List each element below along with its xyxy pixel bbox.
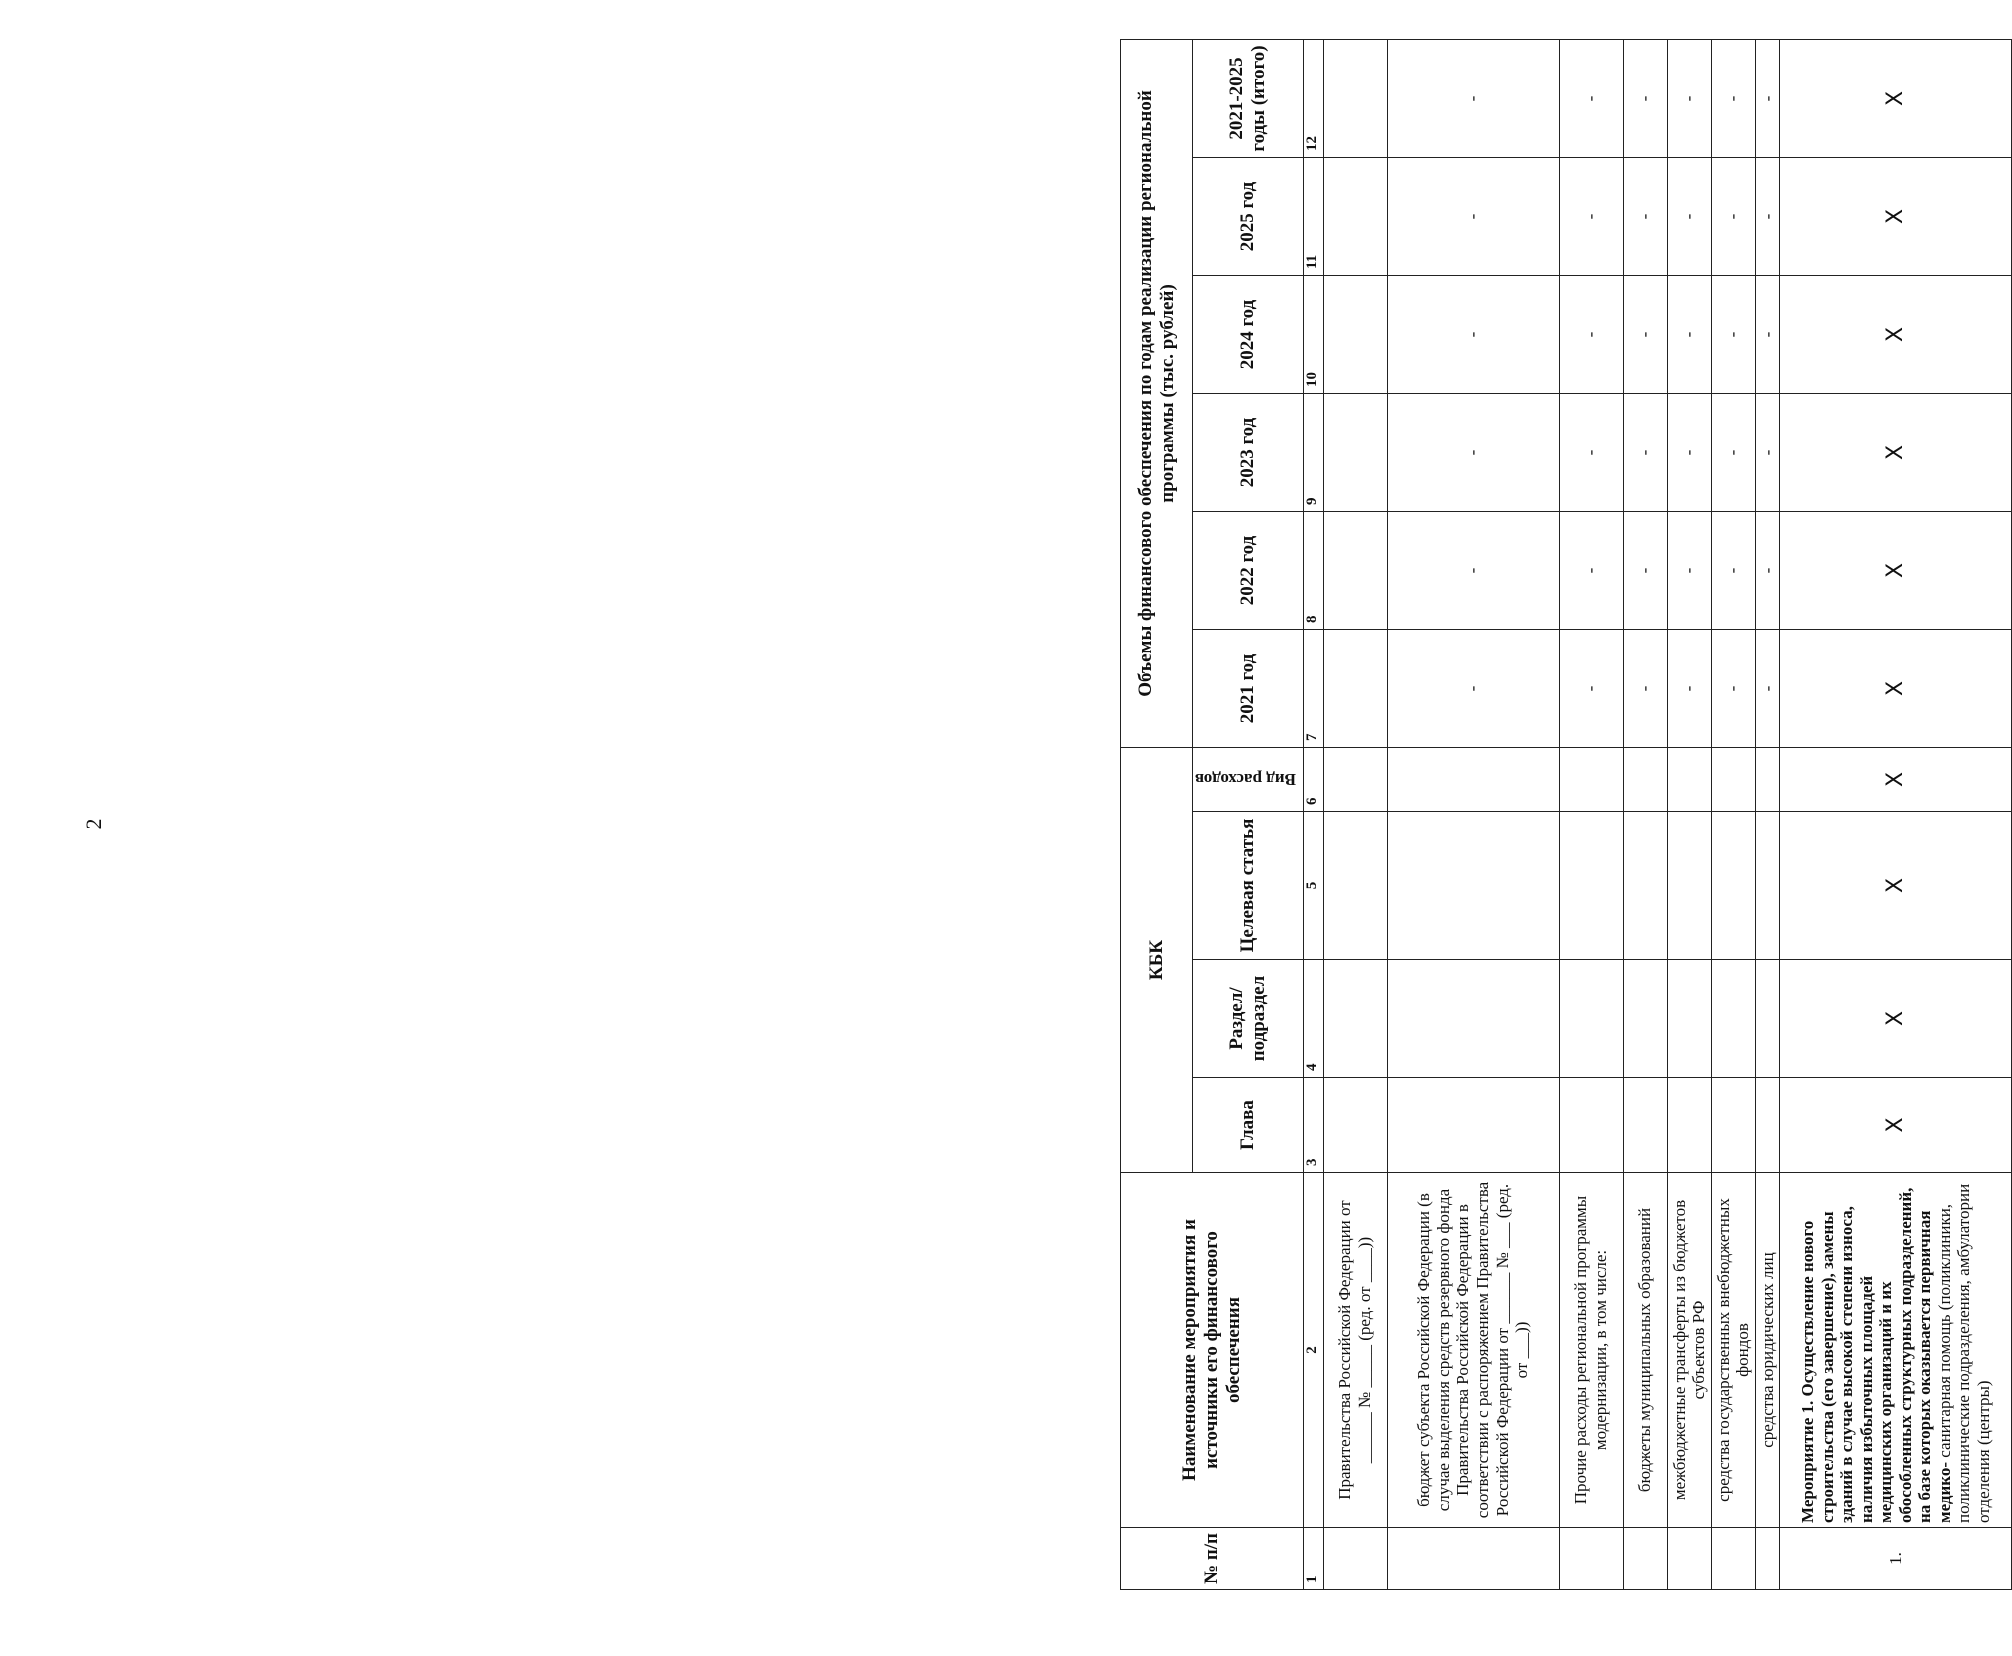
header-volumes: Объемы финансового обеспечения по годам реализации региональной программы (тыс. рублей) — [1121, 40, 1193, 748]
cell — [1623, 960, 1667, 1078]
col-number: 1 — [1303, 1528, 1323, 1590]
cell — [1323, 276, 1387, 394]
activity-no: 1. — [1780, 1528, 2012, 1590]
row-no — [1323, 1528, 1387, 1590]
cell: - — [1711, 276, 1755, 394]
row-no — [1755, 1528, 1780, 1590]
col-number: 8 — [1303, 512, 1323, 630]
cell — [1623, 812, 1667, 960]
col-number: 2 — [1303, 1173, 1323, 1528]
header-row-1 — [1121, 40, 1193, 1590]
cell — [1623, 748, 1667, 812]
cell — [1755, 960, 1780, 1078]
cell: - — [1755, 512, 1780, 630]
row-name: бюджет субъекта Российской Федерации (в случае выделения средств резервного фонда Правительства Российской Федерации в соответствии с распоряжением Правительства Российской Федерации от ______ № ___ (ред. от ___)) — [1387, 1173, 1559, 1528]
cell: - — [1667, 630, 1711, 748]
cell — [1755, 748, 1780, 812]
row-no — [1623, 1528, 1667, 1590]
cell: - — [1623, 394, 1667, 512]
cell: - — [1711, 40, 1755, 158]
cell: Х — [1780, 960, 2012, 1078]
cell: Х — [1780, 40, 2012, 158]
header-celevaya: Целевая статья — [1193, 812, 1304, 960]
cell — [1387, 812, 1559, 960]
header-year-total: 2021-2025 годы (итого) — [1193, 40, 1304, 158]
header-kbk: КБК — [1121, 748, 1193, 1173]
header-year-2022: 2022 год — [1193, 512, 1304, 630]
header-name: Наименование мероприятия и источники его финансового обеспечения — [1121, 1173, 1304, 1528]
col-number: 11 — [1303, 158, 1323, 276]
table-row — [1559, 40, 1623, 1590]
cell: - — [1667, 276, 1711, 394]
cell: - — [1623, 276, 1667, 394]
header-glava: Глава — [1193, 1078, 1304, 1173]
col-number: 9 — [1303, 394, 1323, 512]
activity-row — [1780, 40, 2012, 1590]
column-number-row — [1303, 40, 1323, 1590]
cell — [1559, 812, 1623, 960]
cell: - — [1711, 512, 1755, 630]
header-year-2023: 2023 год — [1193, 394, 1304, 512]
header-year-2025: 2025 год — [1193, 158, 1304, 276]
row-no — [1667, 1528, 1711, 1590]
cell: - — [1667, 158, 1711, 276]
cell: - — [1711, 394, 1755, 512]
cell: - — [1755, 630, 1780, 748]
cell — [1711, 748, 1755, 812]
row-name: средства государственных внебюджетных фондов — [1711, 1173, 1755, 1528]
col-number: 6 — [1303, 748, 1323, 812]
cell — [1323, 1078, 1387, 1173]
cell: - — [1387, 630, 1559, 748]
cell: - — [1559, 276, 1623, 394]
cell: Х — [1780, 1078, 2012, 1173]
cell: - — [1711, 158, 1755, 276]
table-row — [1667, 40, 1711, 1590]
cell: Х — [1780, 630, 2012, 748]
cell — [1323, 158, 1387, 276]
cell: - — [1667, 394, 1711, 512]
cell — [1711, 812, 1755, 960]
cell — [1559, 1078, 1623, 1173]
table-row — [1387, 40, 1559, 1590]
cell: - — [1559, 40, 1623, 158]
table-row — [1755, 40, 1780, 1590]
cell: - — [1667, 40, 1711, 158]
cell — [1323, 512, 1387, 630]
col-number: 12 — [1303, 40, 1323, 158]
row-no — [1387, 1528, 1559, 1590]
cell — [1323, 40, 1387, 158]
cell: Х — [1780, 812, 2012, 960]
cell — [1323, 748, 1387, 812]
cell — [1667, 748, 1711, 812]
cell: - — [1623, 630, 1667, 748]
col-number: 5 — [1303, 812, 1323, 960]
header-vid — [1193, 748, 1304, 812]
cell: - — [1755, 40, 1780, 158]
cell: - — [1559, 630, 1623, 748]
cell — [1755, 1078, 1780, 1173]
cell: - — [1755, 394, 1780, 512]
funding-table — [1120, 39, 2012, 1590]
activity-name — [1780, 1173, 2012, 1528]
cell: - — [1623, 512, 1667, 630]
cell: - — [1387, 276, 1559, 394]
row-name: Правительства Российской Федерации от ______ № _____ (ред. от ____)) — [1323, 1173, 1387, 1528]
cell — [1323, 394, 1387, 512]
row-name: межбюджетные трансферты из бюджетов субъектов РФ — [1667, 1173, 1711, 1528]
cell — [1387, 960, 1559, 1078]
row-name: средства юридических лиц — [1755, 1173, 1780, 1528]
cell: Х — [1780, 158, 2012, 276]
funding-table-rotated — [1120, 40, 2000, 1590]
cell: - — [1387, 394, 1559, 512]
header-razdel: Раздел/ подраздел — [1193, 960, 1304, 1078]
cell — [1711, 1078, 1755, 1173]
col-number: 3 — [1303, 1078, 1323, 1173]
cell: - — [1387, 512, 1559, 630]
header-year-2024: 2024 год — [1193, 276, 1304, 394]
cell: - — [1559, 158, 1623, 276]
cell: Х — [1780, 394, 2012, 512]
cell: - — [1387, 158, 1559, 276]
activity-name-bold: Мероприятие 1. Осуществление нового строительства (его завершение), замены зданий в случае высокой степени износа, наличия избыточных площадей медицинских организаций и их обособленных структурных подразделений, на базе которых оказывается первичная медико- — [1798, 1187, 1954, 1523]
header-year-2021: 2021 год — [1193, 630, 1304, 748]
cell — [1623, 1078, 1667, 1173]
cell — [1323, 630, 1387, 748]
cell: - — [1623, 158, 1667, 276]
cell — [1711, 960, 1755, 1078]
row-no — [1559, 1528, 1623, 1590]
table-row — [1623, 40, 1667, 1590]
table-row — [1711, 40, 1755, 1590]
cell — [1387, 748, 1559, 812]
cell — [1667, 960, 1711, 1078]
cell: - — [1667, 512, 1711, 630]
cell — [1755, 812, 1780, 960]
cell: Х — [1780, 748, 2012, 812]
col-number: 7 — [1303, 630, 1323, 748]
cell: - — [1711, 630, 1755, 748]
col-number: 10 — [1303, 276, 1323, 394]
row-no — [1711, 1528, 1755, 1590]
cell: - — [1755, 158, 1780, 276]
activity-name-normal: санитарная помощь (поликлиники, поликлинические подразделения, амбулатории отделения (центры) — [1934, 1183, 1993, 1523]
cell — [1667, 1078, 1711, 1173]
cell — [1559, 748, 1623, 812]
cell: - — [1559, 394, 1623, 512]
cell — [1559, 960, 1623, 1078]
cell: Х — [1780, 512, 2012, 630]
cell: Х — [1780, 276, 2012, 394]
row-name: Прочие расходы региональной программы модернизации, в том числе: — [1559, 1173, 1623, 1528]
header-no: № п/п — [1121, 1528, 1304, 1590]
header-vid-text: Вид расходов — [1195, 770, 1296, 790]
col-number: 4 — [1303, 960, 1323, 1078]
row-name: бюджеты муниципальных образований — [1623, 1173, 1667, 1528]
cell — [1667, 812, 1711, 960]
page-number: 2 — [81, 818, 106, 830]
cell — [1323, 812, 1387, 960]
cell — [1387, 1078, 1559, 1173]
cell: - — [1559, 512, 1623, 630]
cell: - — [1387, 40, 1559, 158]
cell — [1323, 960, 1387, 1078]
cell: - — [1623, 40, 1667, 158]
cell: - — [1755, 276, 1780, 394]
table-row — [1323, 40, 1387, 1590]
